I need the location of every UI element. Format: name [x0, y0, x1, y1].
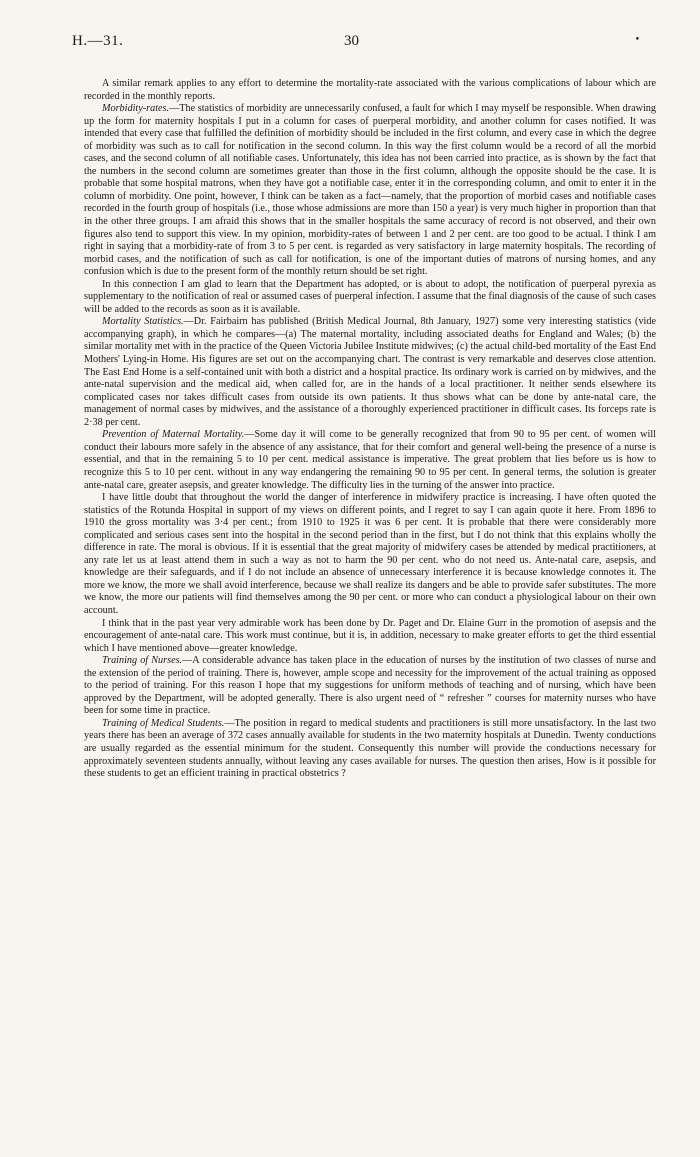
paragraph-text: I think that in the past year very admirable work has been done by Dr. Paget and Dr. Elaine Gurr in the promotion of asepsis and the encouragement of ante-natal care. This work must continue, but it is, in addition, necessary to make greater efforts to get the third essential which I have mentioned above—greater knowledge.: [84, 617, 656, 654]
paragraph-text: —The position in regard to medical students and practitioners is still more unsatisfactory. In the last two years there has been an average of 372 cases annually available for students in the two maternity hospitals at Dunedin. Twenty conductions are usually regarded as the essential minimum for the student. Consequently this number will provide the conductions necessary for approximately seventeen students annually, without leaving any cases available for nurses. The question then arises, How is it possible for these students to get an efficient training in practical obstetrics ?: [84, 717, 656, 780]
paragraph-heading: Morbidity-rates.: [102, 103, 170, 115]
paragraph: [84, 78, 656, 103]
paragraph-heading: Training of Nurses.: [102, 655, 183, 667]
paragraph: [84, 618, 656, 656]
paragraph: [84, 492, 656, 617]
document-body: [84, 78, 656, 781]
paragraph-text: I have little doubt that throughout the world the danger of interference in midwifery practice is increasing. I have often quoted the statistics of the Rotunda Hospital in support of my views on different points, and I regret to say I can again quote it here. From 1896 to 1910 the gross mortality was 3·4 per cent.; from 1910 to 1925 it was 6 per cent. It is probable that there were considerably more complicated and serious cases sent into the hospital in the second period than in the first, but I do not think that this explains wholly the difference in rate. The moral is obvious. If it is essential that the great majority of midwifery cases be attended by medical practitioners, at any rate let us at least attend them in such a way as not to harm the 90 per cent. who do not need us. Ante-natal care, asepsis, and knowledge are their safeguards, and if I do not include an absence of unnecessary interference it is because knowledge connotes it. The more we know, the more we shall avoid interference, because we shall realize its dangers and be able to provide safer substitutes. The more we know, the more our patients will find themselves among the 90 per cent. or more who can conduct a physiological labour on their own account.: [84, 492, 656, 616]
page-number: 30: [344, 33, 359, 49]
paragraph: [84, 429, 656, 492]
paragraph-text: —A considerable advance has taken place in the education of nurses by the institution of two classes of nurse and the extension of the period of training. There is, however, ample scope and necessity for the improvement of the actual training as opposed to the period of training. For this reason I hope that my suggestions for uniform methods of teaching and of nursing, which have been approved by the Department, will be adopted generally. There is also urgent need of “ refresher ” courses for maternity nurses who have been for some time in practice.: [84, 655, 656, 717]
paragraph-heading: Mortality Statistics.: [102, 316, 184, 328]
corner-mark: •: [634, 35, 640, 45]
paragraph-heading: Prevention of Maternal Mortality.: [102, 429, 245, 441]
paragraph-text: In this connection I am glad to learn that the Department has adopted, or is about to adopt, the notification of puerperal pyrexia as supplementary to the notification of real or assumed cases of puerperal infection. I assume that the final diagnosis of the cause of such cases will be added to the records as soon as it is available.: [84, 278, 656, 315]
document-reference: H.—31.: [72, 33, 124, 49]
paragraph-text: —Dr. Fairbairn has published (British Medical Journal, 8th January, 1927) some very interesting statistics (vide accompanying graph), in which he compares—(a) The maternal mortality, including associated deaths for England and Wales; (b) the similar mortality met with in the practice of the Queen Victoria Jubilee Institute midwives; (c) the actual child-bed mortality of the East End Mothers' Lying-in Home. His figures are set out on the accompanying chart. The contrast is very remarkable and deserves close attention. The East End Home is a self-contained unit with both a district and a hospital practice. Its ordinary work is carried on by midwives, and the ante-natal supervision and the medical aid, when called for, are in the hands of a local practitioner. It neither sends elsewhere its complicated cases nor takes difficult cases from outside its own patients. It thus shows what can be done by ante-natal care, the management of normal cases by midwives, and the assistance of a thoroughly experienced practitioner in difficult cases. Its forceps rate is 2·38 per cent.: [84, 316, 656, 428]
paragraph: [84, 103, 656, 279]
paragraph: [84, 316, 656, 429]
paragraph: [84, 279, 656, 317]
paragraph-heading: Training of Medical Students.: [102, 717, 225, 729]
paragraph: [84, 718, 656, 781]
paragraph: [84, 655, 656, 718]
paragraph-text: —Some day it will come to be generally recognized that from 90 to 95 per cent. of women will conduct their labours more safely in the absence of any assistance, that for their comfort and general well-being the presence of a nurse is essential, and that in the remaining 5 to 10 per cent. medical assistance is imperative. The great problem that lies before us is how to recognize this 5 to 10 per cent. without in any way endangering the remaining 90 to 95 per cent. In general terms, the solution is greater ante-natal care, greater asepsis, and greater knowledge. The difficulty lies in the turning of the answer into practice.: [84, 429, 656, 491]
paragraph-text: —The statistics of morbidity are unnecessarily confused, a fault for which I may myself be responsible. When drawing up the form for maternity hospitals I put in a column for cases of puerperal morbidity, and another column for cases notified. It was intended that every case that fulfilled the definition of morbidity should be included in the first column, and every case in which the degree of morbidity was such as to call for notification in the second column. In this way the first column would be a record of all the morbid cases, and the second column of all notifiable cases. Unfortunately, this idea has not been carried into practice, as is shown by the fact that the numbers in the second column are sometimes greater than those in the first column, although the opposite should be the case. It is probable that some hospital matrons, when they have got a notifiable case, enter it in the corresponding column, and omit to enter it in the column of morbidity. One point, however, I think can be taken as a fact—namely, that the proportion of morbid cases and notifiable cases recorded in the fourth group of hospitals (i.e., those whose admissions are more than 150 a year) is very much higher in proportion than that in the other three groups. I am afraid this shows that in the smaller hospitals the same accuracy of record is not observed, and their own figures also tend to support this view. In my opinion, morbidity-rates of between 1 and 2 per cent. are too good to be actual. I think I am right in saying that a morbidity-rate of from 3 to 5 per cent. is regarded as very satisfactory in large maternity hospitals. The recording of morbid cases, and the notification of such as call for notification, is one of the important duties of matrons of nursing homes, and any confusion which is due to the present form of the monthly return should be set right.: [84, 103, 656, 278]
paragraph-text: A similar remark applies to any effort to determine the mortality-rate associated with the various complications of labour which are recorded in the monthly reports.: [84, 78, 656, 102]
page-header: [72, 33, 640, 55]
